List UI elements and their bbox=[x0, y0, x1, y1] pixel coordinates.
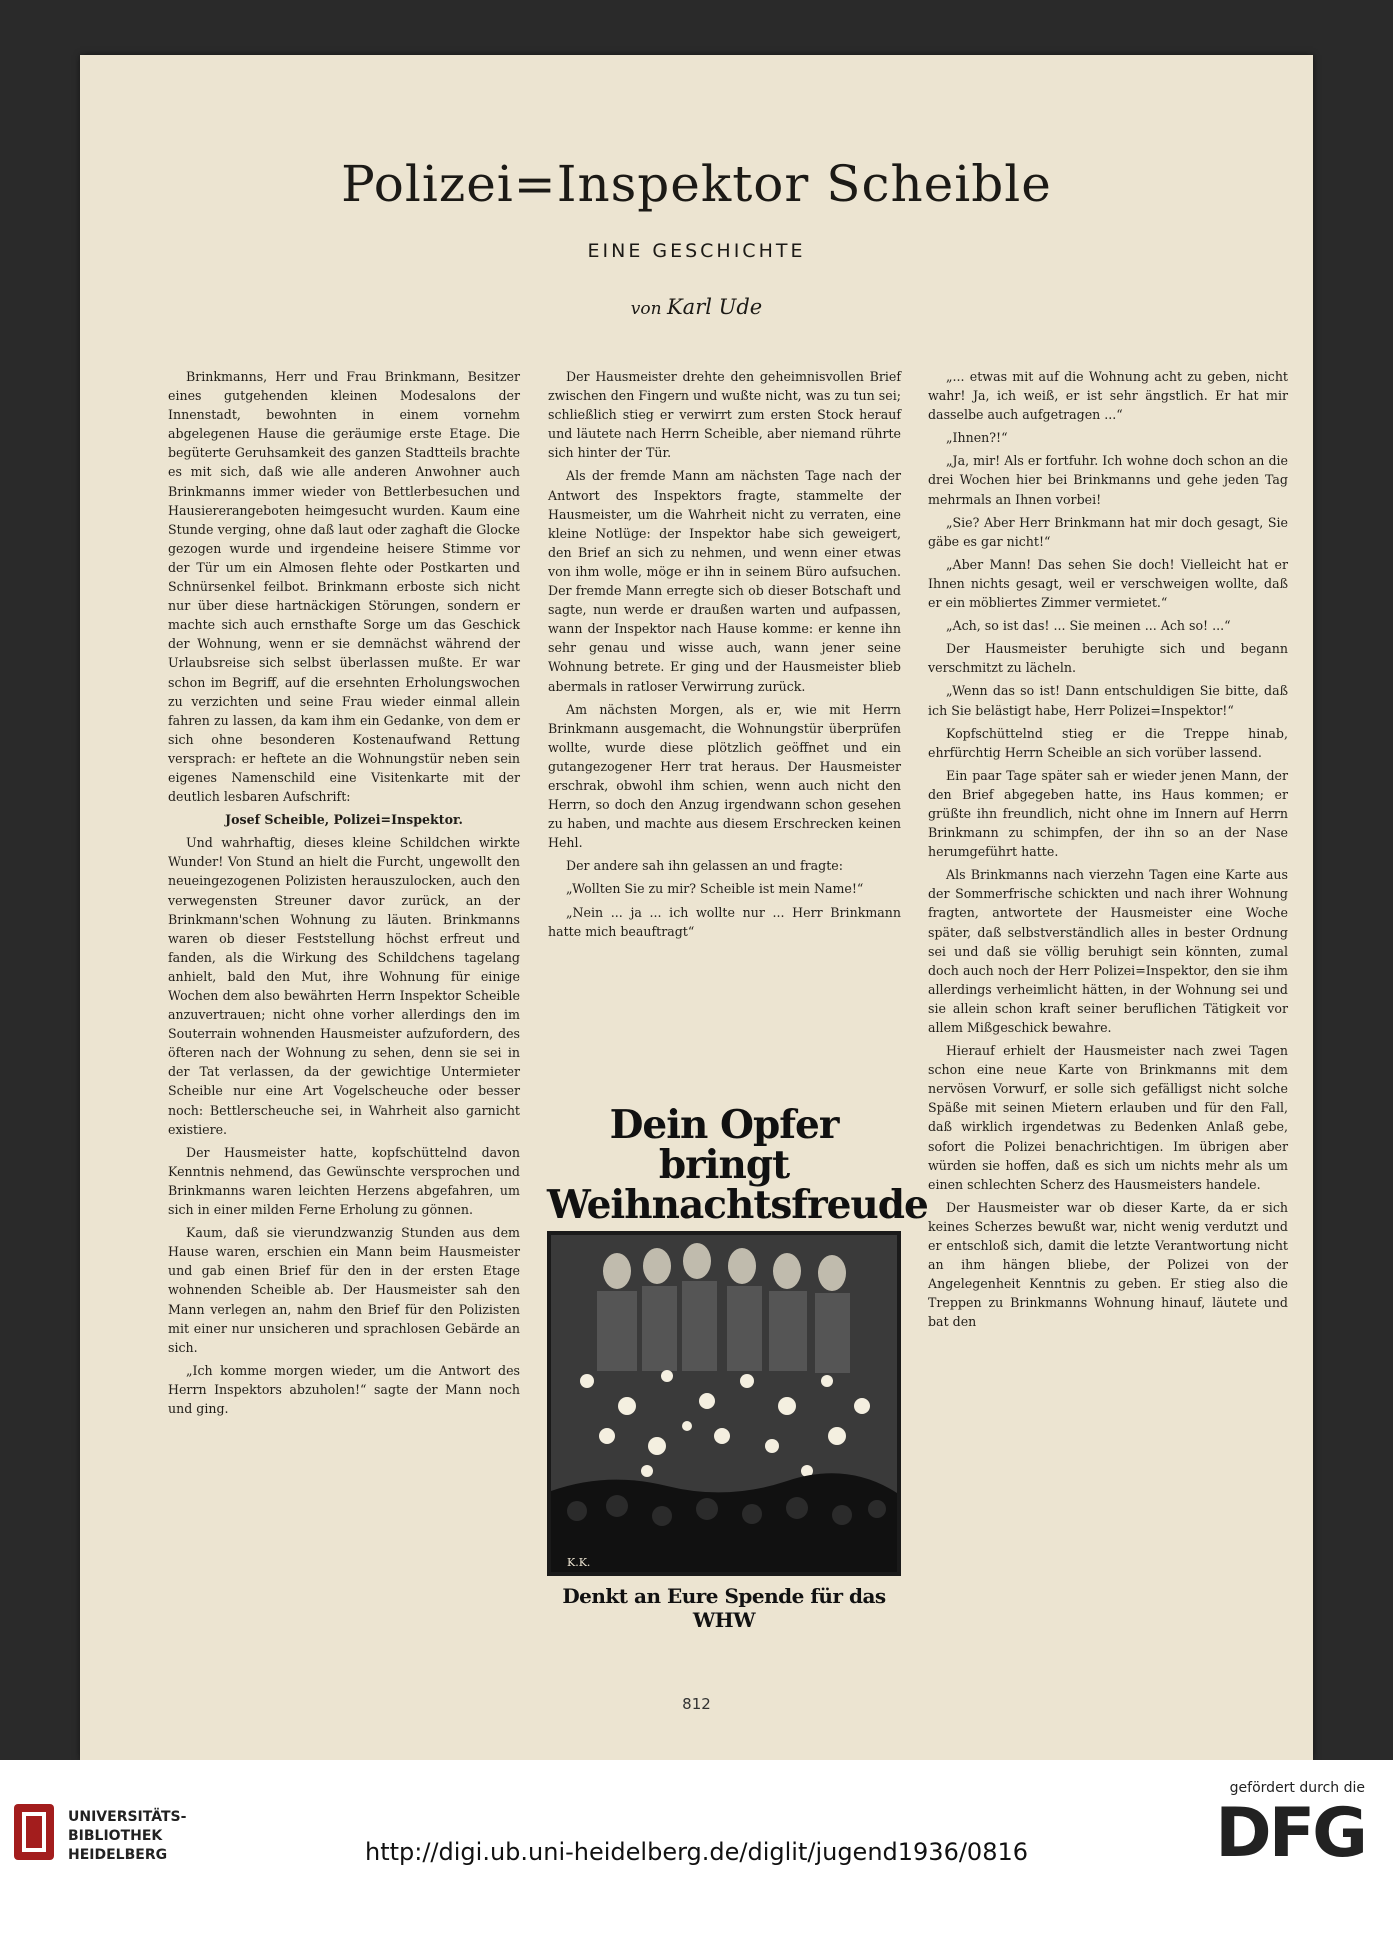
paragraph: „Ach, so ist das! ... Sie meinen ... Ach so! ...“ bbox=[946, 618, 1231, 634]
paragraph: Der Hausmeister war ob dieser Karte, da er sich keines Scherzes bewußt war, nicht wenig verdutzt und er entschloß sich, damit die letzte Verantwortung nicht an ihm hängen bliebe, der Polizei von der Angelegenheit Kenntnis zu geben. Er stieg also die Treppen zu Brinkmanns Wohnung hinauf, läutete und bat den bbox=[928, 1199, 1288, 1330]
paragraph: „Ja, mir! Als er fortfuhr. Ich wohne doch schon an die drei Wochen hier bei Brinkmanns und gehe jeden Tag mehrmals an Ihnen vorbei! bbox=[928, 453, 1288, 507]
paragraph: Kaum, daß sie vierundzwanzig Stunden aus dem Hause waren, erschien ein Mann beim Hausmeister und gab einen Brief für den in der ersten Etage wohnenden Scheible ab. Der Hausmeister sah den Mann verlegen an, nahm den Brief für den Polizisten mit einer nur unsicheren und sprachlosen Gebärde an sich. bbox=[168, 1225, 520, 1355]
paragraph: „Wollten Sie zu mir? Scheible ist mein Name!“ bbox=[566, 881, 864, 897]
paragraph: Der andere sah ihn gelassen an und fragte: bbox=[566, 858, 843, 874]
whw-poster bbox=[547, 1102, 928, 1632]
text-column-1 bbox=[168, 367, 520, 1422]
paragraph: Und wahrhaftig, dieses kleine Schildchen wirkte Wunder! Von Stund an hielt die Furcht, ungewollt den neueingezogenen Polizisten herauszulocken, auch den verwegensten Streuner davor zurück, an der Brinkmann'schen Wohnung zu läuten. Brinkmanns waren ob dieser Feststellung höchst erfreut und fanden, als die Wirkung des Schildchens tagelang anhielt, bald den Mut, ihre Wohnung für einige Wochen dem also bewährten Herrn Inspektor Scheible anzuvertrauen; nicht ohne vorher allerdings den im Souterrain wohnenden Hausmeister aufzufordern, des öfteren nach der Wohnung zu sehen, denn sie sei in der Tat verlassen, da der gewichtige Untermieter Scheible nur eine Art Vogelscheuche oder besser noch: Bettlerscheuche sei, in Wahrheit also garnicht existiere. bbox=[168, 835, 520, 1137]
author-name: Karl Ude bbox=[666, 295, 763, 319]
poster-headline-2: Weihnachtsfreude bbox=[547, 1182, 928, 1228]
poster-footer: Denkt an Eure Spende für das WHW bbox=[562, 1584, 886, 1632]
library-name: UNIVERSITÄTS- BIBLIOTHEK HEIDELBERG bbox=[68, 1809, 187, 1863]
article-title: Polizei=Inspektor Scheible bbox=[341, 155, 1052, 213]
text-column-3 bbox=[928, 367, 1288, 1336]
paragraph: Als Brinkmanns nach vierzehn Tagen eine Karte aus der Sommerfrische schickten und nach ihrer Wohnung fragten, antwortete der Hausmeister eine Woche später, daß selbstverständlich alles in bester Ordnung sei und daß sie völlig beruhigt sein könnten, zumal doch auch noch der Herr Polizei=Inspektor, den sie ihm allerdings verheimlicht hätten, in der Wohnung sei und sie allein schon kraft seiner beruflichen Tätigkeit vor allem Mißgeschick bewahre. bbox=[928, 867, 1288, 1035]
byline-prefix: von bbox=[630, 299, 662, 319]
source-url-link[interactable]: http://digi.ub.uni-heidelberg.de/diglit/jugend1936/0816 bbox=[364, 1838, 1029, 1866]
paragraph: Der Hausmeister drehte den geheimnisvollen Brief zwischen den Fingern und wußte nicht, was zu tun sei; schließlich stieg er verwirrt zum ersten Stock herauf und läutete nach Herrn Scheible, aber niemand rührte sich hinter der Tür. bbox=[548, 369, 901, 461]
paragraph: „Ich komme morgen wieder, um die Antwort des Herrn Inspektors abzuholen!“ sagte der Mann noch und ging. bbox=[168, 1362, 520, 1416]
text-column-2 bbox=[548, 367, 901, 945]
paragraph: Ein paar Tage später sah er wieder jenen Mann, der den Brief abgegeben hatte, ins Haus kommen; er grüßte ihn freundlich, nicht ohne im Innern auf Herrn Brinkmann zu schimpfen, der ihn so an der Nase herumgeführt hatte. bbox=[928, 767, 1288, 860]
paragraph: „Sie? Aber Herr Brinkmann hat mir doch gesagt, Sie gäbe es gar nicht!“ bbox=[928, 514, 1288, 549]
poster-headline-1: Dein Opfer bringt bbox=[609, 1102, 839, 1188]
paragraph: Der Hausmeister hatte, kopfschüttelnd davon Kenntnis nehmend, das Gewünschte versprochen und Brinkmanns waren leichten Herzens abgefahren, um sich in einer milden Ferne Erholung zu gönnen. bbox=[168, 1144, 520, 1218]
paragraph: „Nein ... ja ... ich wollte nur ... Herr Brinkmann hatte mich beauftragt“ bbox=[548, 904, 901, 939]
footer-bar bbox=[0, 1760, 1393, 1941]
paragraph: „Wenn das so ist! Dann entschuldigen Sie bitte, daß ich Sie belästigt habe, Herr Polizei=Inspektor!“ bbox=[928, 683, 1288, 718]
paragraph: „... etwas mit auf die Wohnung acht zu geben, nicht wahr! Ja, ich weiß, er ist sehr ängstlich. Er hat mir dasselbe auch aufgetragen ...“ bbox=[928, 369, 1288, 423]
visiting-card-text: Josef Scheible, Polizei=Inspektor. bbox=[225, 812, 463, 828]
page-number: 812 bbox=[682, 1695, 711, 1713]
poster-signature: K.K. bbox=[567, 1556, 591, 1569]
paragraph: „Ihnen?!“ bbox=[946, 430, 1008, 446]
dfg-logo: DFG bbox=[1215, 1794, 1365, 1873]
scanned-page bbox=[80, 55, 1313, 1760]
paragraph: Brinkmanns, Herr und Frau Brinkmann, Besitzer eines gutgehenden kleinen Modesalons der Innenstadt, bewohnten in einem vornehm abgelegenen Hause die geräumige erste Etage. Die begüterte Geruhsamkeit des ganzen Stadtteils brachte es mit sich, daß wie alle anderen Anwohner auch Brinkmanns immer wieder von Bettlerbesuchen und Hausiererangeboten heimgesucht wurden. Kaum eine Stunde verging, ohne daß laut oder zaghaft die Glocke gezogen wurde und irgendeine heisere Stimme vor der Tür um ein Almosen flehte oder Postkarten und Schnürsenkel feilbot. Brinkmann erboste sich nicht nur über diese hartnäckigen Störungen, sondern er machte sich auch ernsthafte Sorge um das Geschick der Wohnung, wenn er sie demnächst während der Urlaubsreise sich selbst überlassen mußte. Er war schon im Begriff, auf die ersehnten Erholungswochen zu verzichten und seine Frau wieder einmal allein fahren zu lassen, da kam ihm ein Gedanke, von dem er sich ohne besonderen Kostenaufwand Rettung versprach: er heftete an die Wohnungstür neben sein eigenes Namenschild eine Visitenkarte mit der deutlich lesbaren Aufschrift: bbox=[168, 369, 520, 805]
article-subtitle: EINE GESCHICHTE bbox=[587, 240, 806, 262]
funded-by-label: gefördert durch die bbox=[1229, 1780, 1365, 1796]
poster-illustration bbox=[547, 1231, 901, 1576]
paragraph: Am nächsten Morgen, als er, wie mit Herrn Brinkmann ausgemacht, die Wohnungstür überprüfen wollte, wurde diese plötzlich geöffnet und ein gutangezogener Herr trat heraus. Der Hausmeister erschrak, obwohl ihm schien, wenn auch nicht den Herrn, so doch den Anzug irgendwann schon gesehen zu haben, und machte aus diesem Erschrecken keinen Hehl. bbox=[548, 701, 901, 851]
paragraph: Als der fremde Mann am nächsten Tage nach der Antwort des Inspektors fragte, stammelte der Hausmeister, um die Wahrheit nicht zu verraten, eine kleine Notlüge: der Inspektor habe sich geweigert, den Brief an sich zu nehmen, und wenn einer etwas von ihm wolle, möge er ihn in seinem Büro aufsuchen. Der fremde Mann erregte sich ob dieser Botschaft und sagte, nun werde er draußen warten und aufpassen, wann der Inspektor nach Hause komme: er kenne ihn sehr genau und wisse auch, wann jener seine Wohnung betrete. Er ging und der Hausmeister blieb abermals in ratloser Verwirrung zurück. bbox=[548, 468, 901, 694]
paragraph: Hierauf erhielt der Hausmeister nach zwei Tagen schon eine neue Karte von Brinkmanns mit dem nervösen Vorwurf, er solle sich gefälligst nicht solche Späße mit seinen Mietern erlauben und für den Fall, daß wirklich irgendetwas zu Bedenken Anlaß gebe, sofort die Polizei benachrichtigen. Im übrigen aber würden sie hoffen, daß es sich um nichts mehr als um einen schlechten Scherz des Hausmeisters handele. bbox=[928, 1043, 1288, 1192]
paragraph: Kopfschüttelnd stieg er die Treppe hinab, ehrfürchtig Herrn Scheible an sich vorüber lassend. bbox=[928, 725, 1288, 760]
paragraph: Der Hausmeister beruhigte sich und begann verschmitzt zu lächeln. bbox=[928, 641, 1288, 676]
paragraph: „Aber Mann! Das sehen Sie doch! Vielleicht hat er Ihnen nichts gesagt, weil er verschweigen wollte, daß er ein möbliertes Zimmer vermietet.“ bbox=[928, 556, 1288, 611]
byline bbox=[80, 295, 1313, 319]
